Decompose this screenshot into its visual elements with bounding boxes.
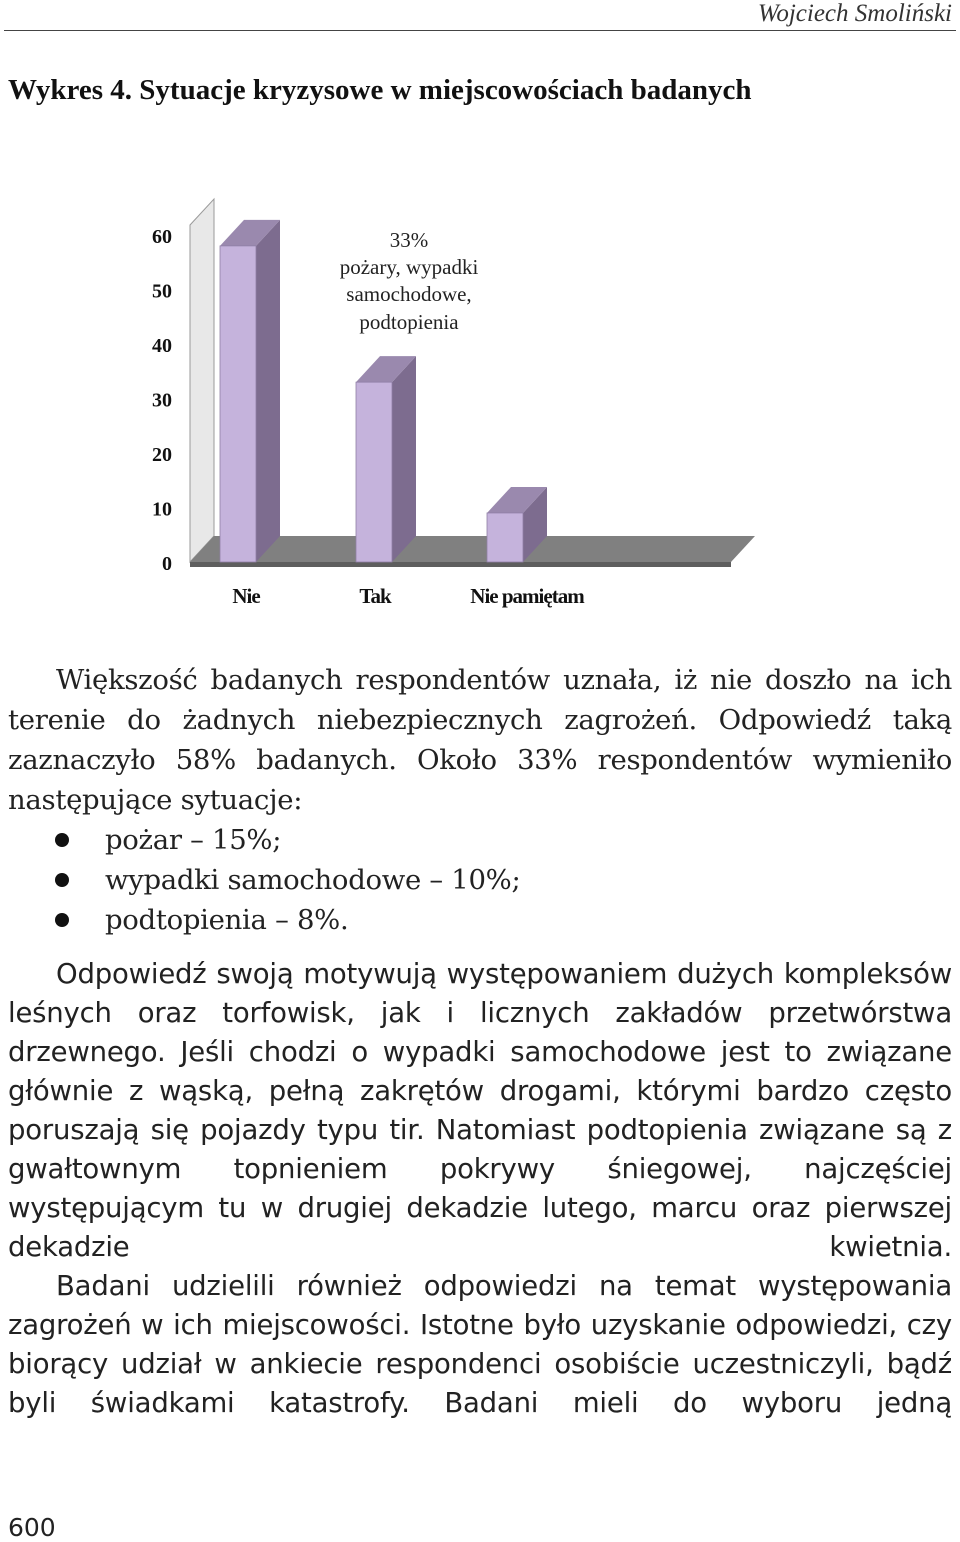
x-tick-label: Nie [232, 584, 260, 608]
bullet-list [8, 820, 520, 940]
bullet-text: pożar – 15%; [105, 824, 282, 856]
y-tick-label: 60 [152, 226, 172, 248]
y-tick-label: 10 [152, 498, 172, 521]
bullet-item [8, 860, 520, 900]
bullet-text: wypadki samochodowe – 10%; [105, 864, 521, 896]
bullet-dot-icon [55, 913, 69, 927]
running-header-author: Wojciech Smoliński [757, 0, 952, 27]
annotation-line: podtopienia [359, 310, 459, 334]
paragraph-body [8, 955, 952, 1423]
paragraph-threats: Badani udzielili również odpowiedzi na temat występowania zagrożeń w ich miejscowości. Istotne było uzyskanie odpowiedzi, czy biorący udział w ankiecie respondenci osobiście uczestniczyli, bądź byli świadkami katastrofy. Badani mieli do wyboru jedną [8, 1270, 952, 1419]
annotation-line: samochodowe, [346, 282, 472, 306]
bullet-item [8, 820, 520, 860]
bar [356, 382, 392, 562]
chart-annotation [340, 228, 479, 334]
y-axis-ticks [152, 226, 172, 575]
paragraph-intro-text: Większość badanych respondentów uznała, iż nie doszło na ich terenie do żadnych niebezpiecznych zagrożeń. Odpowiedź taką zaznaczyło 58% badanych. Około 33% respondentów wymieniło następujące sytuacje: [8, 664, 952, 816]
chart-side-wall [190, 199, 214, 562]
bullet-dot-icon [55, 833, 69, 847]
y-tick-label: 40 [152, 335, 172, 357]
x-tick-label: Tak [359, 584, 391, 608]
y-tick-label: 30 [152, 389, 172, 412]
bar-side [256, 220, 280, 562]
page-number: 600 [8, 1513, 56, 1542]
y-tick-label: 0 [162, 553, 172, 575]
bar-chart [0, 0, 960, 640]
figure-title: Wykres 4. Sytuacje kryzysowe w miejscowościach badanych [8, 74, 752, 106]
annotation-line: pożary, wypadki [339, 255, 479, 279]
bar [220, 246, 256, 562]
bar-side [392, 356, 416, 562]
bullet-item [8, 900, 520, 940]
y-tick-label: 20 [152, 444, 172, 466]
bar [487, 513, 523, 562]
paragraph-intro [8, 660, 952, 820]
paragraph-motivation: Odpowiedź swoją motywują występowaniem dużych kompleksów leśnych oraz torfowisk, jak i licznych zakładów przetwórstwa drzewnego. Jeśli chodzi o wypadki samochodowe jest to związane głównie z wąską, pełną zakrętów drogami, którymi bardzo często poruszają się pojazdy typu tir. Natomiast podtopienia związane są z gwałtownym topnieniem pokrywy śniegowej, najczęściej występującym tu w drugiej dekadzie lutego, marcu oraz pierwszej dekadzie kwietnia. [8, 958, 952, 1263]
annotation-line: 33% [389, 228, 429, 252]
x-tick-label: Nie pamiętam [470, 584, 584, 608]
chart-floor-edge [190, 562, 731, 567]
y-tick-label: 50 [152, 280, 172, 303]
bullet-dot-icon [55, 873, 69, 887]
bullet-text: podtopienia – 8%. [105, 904, 349, 936]
x-axis-labels [232, 584, 585, 608]
